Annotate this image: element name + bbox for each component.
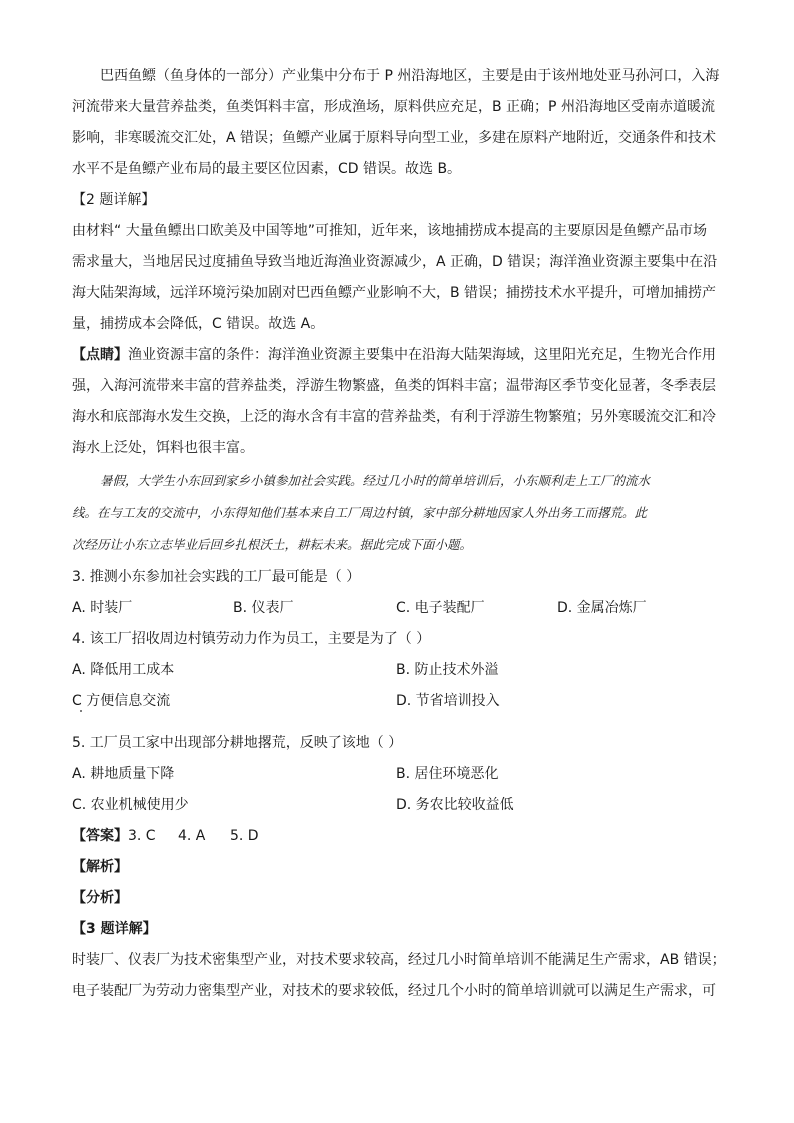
option-d: D. 务农比较收益低 <box>396 797 514 813</box>
para2-line: 海大陆架海域，远洋环境污染加剧对巴西鱼鳔产业影响不大，B 错误；捕捞技术水平提升，可增加捕捞产 <box>72 285 717 301</box>
option-a: A. 时装厂 <box>72 600 133 616</box>
section-heading-q2: 【2 题详解】 <box>72 192 156 208</box>
para2-line: 由材料“ 大量鱼鳔出口欧美及中国等地”可推知，近年来，该地捕捞成本提高的主要原因是鱼鳔产品市场 <box>72 223 707 239</box>
question-stem: 4. 该工厂招收周边村镇劳动力作为员工，主要是为了（ ） <box>72 631 431 647</box>
answer-item: 5. D <box>230 828 259 844</box>
answer-row <box>72 826 259 846</box>
option-d: D. 节省培训投入 <box>396 693 500 709</box>
para2-line: 需求量大，当地居民过度捕鱼导致当地近海渔业资源减少，A 正确，D 错误；海洋渔业资源主要集中在沿 <box>72 254 718 270</box>
question-stem: 3. 推测小东参加社会实践的工厂最可能是（ ） <box>72 569 361 585</box>
passage-line: 暑假，大学生小东回到家乡小镇参加社会实践。经过几小时的简单培训后，小东顺利走上工厂的流水 <box>100 473 651 488</box>
para3-line: 时装厂、仪表厂为技术密集型产业，对技术要求较高，经过几小时简单培训不能满足生产需求，AB 错误； <box>72 952 726 968</box>
passage-line: 线。在与工友的交流中，小东得知他们基本来自工厂周边村镇，家中部分耕地因家人外出务工而撂荒。此 <box>72 505 648 520</box>
answer-item: 4. A <box>178 828 206 844</box>
section-heading-q3: 【3 题详解】 <box>72 921 157 937</box>
option-c: C 方便信息交流 <box>72 693 171 709</box>
option-b: B. 仪表厂 <box>233 600 294 616</box>
tip-first-line <box>72 345 716 365</box>
option-b: B. 防止技术外溢 <box>396 662 499 678</box>
option-c: C. 农业机械使用少 <box>72 797 189 813</box>
option-d: D. 金属冶炼厂 <box>557 600 647 616</box>
para1-line: 水平不是鱼鳔产业布局的最主要区位因素，CD 错误。故选 B。 <box>72 161 462 177</box>
para1-line: 河流带来大量营养盐类，鱼类饵料丰富，形成渔场，原料供应充足，B 正确；P 州沿海地区受南赤道暖流 <box>72 99 715 115</box>
option-a: A. 耕地质量下降 <box>72 766 175 782</box>
para3-line: 电子装配厂为劳动力密集型产业，对技术的要求较低，经过几个小时的简单培训就可以满足生产需求，可 <box>72 983 716 999</box>
option-b: B. 居住环境恶化 <box>396 766 499 782</box>
analysis-label: 【解析】 <box>72 859 128 875</box>
para1-line: 巴西鱼鳔（鱼身体的一部分）产业集中分布于 P 州沿海地区，主要是由于该州地处亚马孙河口，入海 <box>100 68 720 84</box>
para1-line: 影响，非寒暖流交汇处，A 错误；鱼鳔产业属于原料导向型工业，多建在原料产地附近，交通条件和技术 <box>72 130 717 146</box>
option-a: A. 降低用工成本 <box>72 662 175 678</box>
tip-line: 渔业资源丰富的条件：海洋渔业资源主要集中在沿海大陆架海域，这里阳光充足，生物光合作用 <box>128 347 716 363</box>
tip-label: 【点睛】 <box>72 347 128 363</box>
passage-line: 次经历让小东立志毕业后回乡扎根沃土，耕耘未来。据此完成下面小题。 <box>72 537 473 552</box>
answer-item: 3. C <box>128 828 156 844</box>
option-c: C. 电子装配厂 <box>396 600 485 616</box>
stray-dot <box>80 710 82 712</box>
answer-label: 【答案】 <box>72 828 128 844</box>
fenxi-label: 【分析】 <box>72 890 128 906</box>
tip-line: 海水上泛处，饵料也很丰富。 <box>72 440 254 456</box>
para2-line: 量，捕捞成本会降低，C 错误。故选 A。 <box>72 316 325 332</box>
question-stem: 5. 工厂员工家中出现部分耕地撂荒，反映了该地（ ） <box>72 735 403 751</box>
tip-line: 海水和底部海水发生交换，上泛的海水含有丰富的营养盐类，有利于浮游生物繁殖；另外寒暖流交汇和冷 <box>72 409 716 425</box>
tip-line: 强，入海河流带来丰富的营养盐类，浮游生物繁盛，鱼类的饵料丰富；温带海区季节变化显著，冬季表层 <box>72 378 716 394</box>
